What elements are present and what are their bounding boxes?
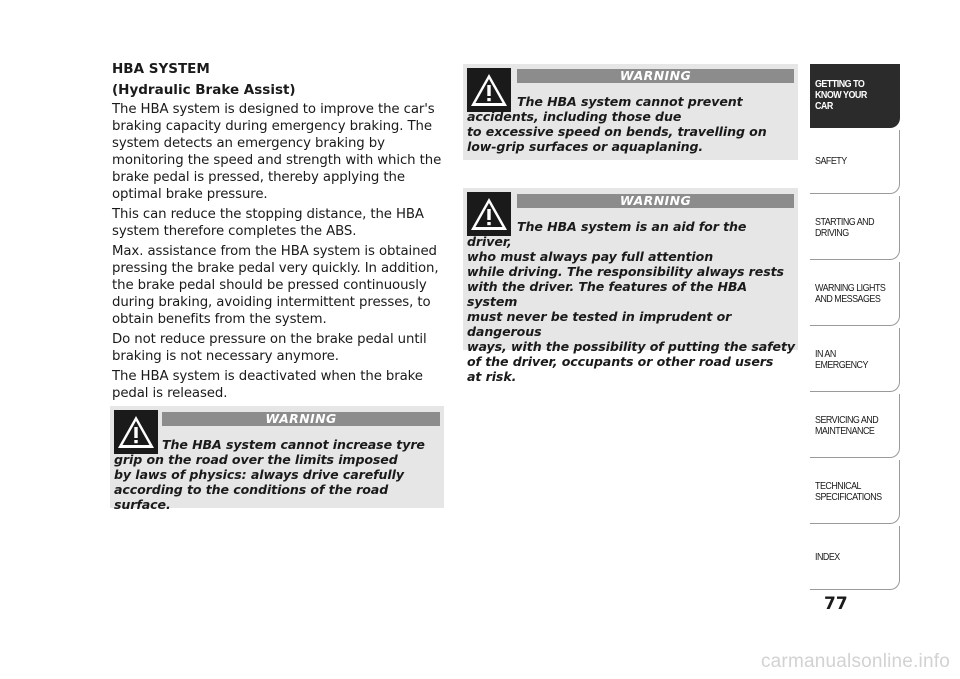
tab-label: IN AN EMERGENCY bbox=[815, 347, 868, 371]
tab-label: STARTING AND DRIVING bbox=[815, 215, 875, 239]
watermark: carmanualsonline.info bbox=[760, 651, 950, 672]
chapter-tabs bbox=[810, 64, 900, 592]
warning-box-accidents bbox=[463, 64, 798, 160]
tab-warning-lights[interactable] bbox=[810, 262, 900, 326]
warning-text: The HBA system is an aid for the driver, who must always pay full attention while driving. The responsibility always rests with the driver. The features of the HBA system must never be tested in imprudent or dangerous ways, with the possibility of putting the safety of the driver, occupants or other road users at risk. bbox=[467, 219, 795, 384]
paragraph: The HBA system is designed to improve the car's braking capacity during emergency braking. The system detects an emergency braking by monitoring the speed and strength with which the brake pedal is pressed, thereby applying the optimal brake pressure. bbox=[112, 102, 442, 202]
section-title: HBA SYSTEM bbox=[112, 61, 210, 77]
warning-box-driver-aid bbox=[463, 188, 798, 384]
tab-label: GETTING TO KNOW YOUR CAR bbox=[815, 78, 867, 112]
tab-label: TECHNICAL SPECIFICATIONS bbox=[815, 479, 882, 503]
tab-in-an-emergency[interactable] bbox=[810, 328, 900, 392]
tab-starting-and-driving[interactable] bbox=[810, 196, 900, 260]
main-text-column bbox=[112, 60, 448, 405]
warning-label: WARNING bbox=[517, 69, 794, 83]
paragraph: Max. assistance from the HBA system is obtained pressing the brake pedal very quickly. In addition, the brake pedal should be pressed continuously during braking, avoiding intermittent presses, to obtain benefits from the system. bbox=[112, 244, 439, 327]
paragraph: The HBA system is deactivated when the brake pedal is released. bbox=[112, 369, 423, 401]
tab-technical-specifications[interactable] bbox=[810, 460, 900, 524]
tab-index[interactable] bbox=[810, 526, 900, 590]
tab-label: SERVICING AND MAINTENANCE bbox=[815, 413, 879, 437]
warning-label: WARNING bbox=[517, 194, 794, 208]
section-subtitle: (Hydraulic Brake Assist) bbox=[112, 82, 296, 98]
tab-safety[interactable] bbox=[810, 130, 900, 194]
warning-label: WARNING bbox=[162, 412, 440, 426]
paragraph: This can reduce the stopping distance, the HBA system therefore completes the ABS. bbox=[112, 207, 424, 239]
tab-servicing[interactable] bbox=[810, 394, 900, 458]
tab-getting-to-know-your-car[interactable] bbox=[810, 64, 900, 128]
page-number: 77 bbox=[824, 594, 848, 614]
tab-label: INDEX bbox=[815, 551, 840, 563]
warning-box-tyre-grip bbox=[110, 406, 444, 512]
tab-label: WARNING LIGHTS AND MESSAGES bbox=[815, 281, 886, 305]
warning-text: The HBA system cannot increase tyre grip on the road over the limits imposed by laws of physics: always drive carefully according to the conditions of the road surface. bbox=[114, 437, 425, 512]
warning-text: The HBA system cannot prevent accidents, including those due to excessive speed on bends, travelling on low-grip surfaces or aquaplaning. bbox=[467, 94, 767, 154]
paragraph: Do not reduce pressure on the brake pedal until braking is not necessary anymore. bbox=[112, 332, 427, 364]
tab-label: SAFETY bbox=[815, 155, 847, 167]
